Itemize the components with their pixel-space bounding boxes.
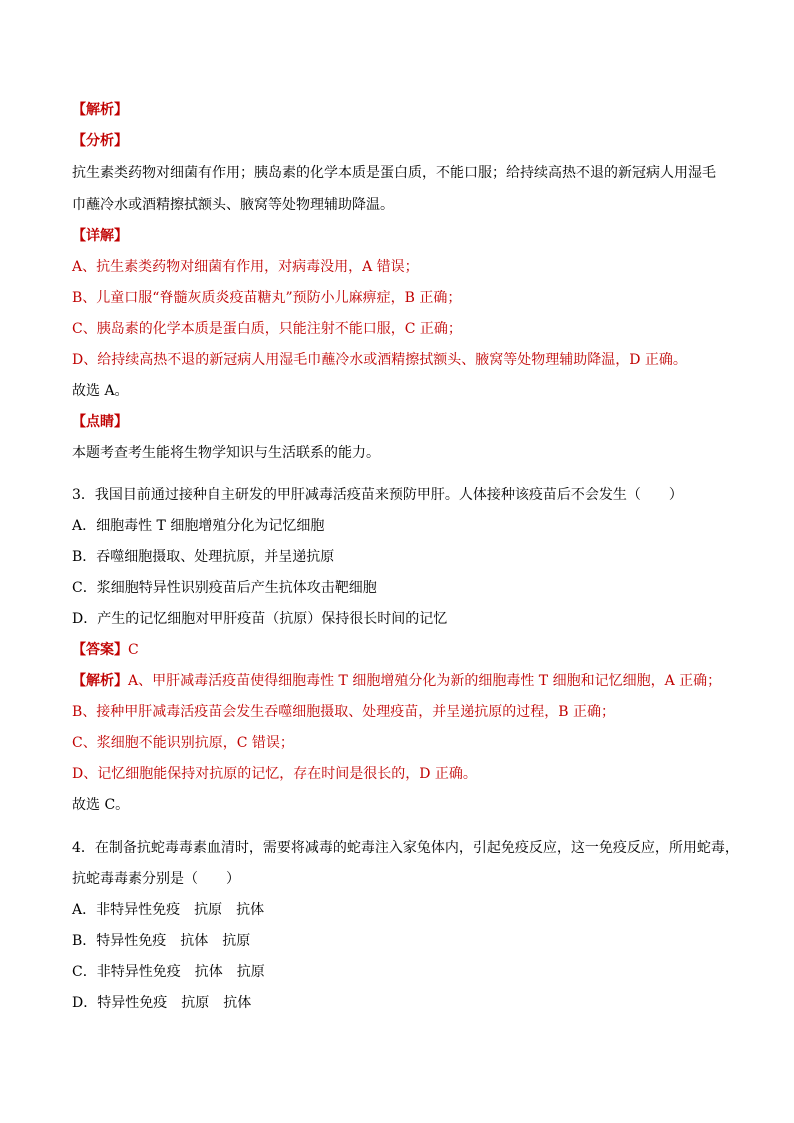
question-4-stem-line-2: 抗蛇毒毒素分别是（ ）: [72, 871, 240, 887]
comment-text: 本题考查考生能将生物学知识与生活联系的能力。: [72, 445, 380, 461]
question-3-explanation-b: B、接种甲肝减毒活疫苗会发生吞噬细胞摄取、处理疫苗，并呈递抗原的过程，B 正确；: [72, 704, 616, 720]
detail-item-d: D、给持续高热不退的新冠病人用湿毛巾蘸冷水或酒精擦拭额头、腋窝等处物理辅助降温，D 正确。: [72, 352, 687, 368]
question-4-stem-line-1: 4．在制备抗蛇毒毒素血清时，需要将减毒的蛇毒注入家兔体内，引起免疫反应，这一免疫反应，所用蛇毒，: [72, 840, 739, 856]
question-3-option-a: A．细胞毒性 T 细胞增殖分化为记忆细胞: [72, 518, 325, 534]
question-3-option-c: C．浆细胞特异性识别疫苗后产生抗体攻击靶细胞: [72, 580, 377, 596]
question-4-option-d: D．特异性免疫 抗原 抗体: [72, 995, 252, 1011]
question-4-option-b: B．特异性免疫 抗体 抗原: [72, 933, 251, 949]
explanation-text: A、甲肝减毒活疫苗使得细胞毒性 T 细胞增殖分化为新的细胞毒性 T 细胞和记忆细胞，A 正确；: [128, 673, 722, 689]
question-3-answer: [72, 640, 734, 660]
answer-value: C: [128, 642, 139, 658]
question-3-explanation-a: [72, 671, 734, 691]
detail-item-c: C、胰岛素的化学本质是蛋白质，只能注射不能口服，C 正确；: [72, 321, 462, 337]
question-3-option-b: B．吞噬细胞摄取、处理抗原，并呈递抗原: [72, 549, 335, 565]
question-3-explanation-c: C、浆细胞不能识别抗原，C 错误；: [72, 735, 294, 751]
section-tag-xiangjie: 【详解】: [72, 228, 128, 244]
detail-item-a: A、抗生素类药物对细菌有作用，对病毒没用，A 错误；: [72, 259, 419, 275]
question-3-stem: 3．我国目前通过接种自主研发的甲肝减毒活疫苗来预防甲肝。人体接种该疫苗后不会发生（ ）: [72, 487, 683, 503]
question-3-choice: 故选 C。: [72, 797, 130, 813]
analysis-text-line-2: 巾蘸冷水或酒精擦拭额头、腋窝等处物理辅助降温。: [72, 197, 394, 213]
answer-tag: 【答案】: [72, 642, 128, 658]
question-3-explanation-d: D、记忆细胞能保持对抗原的记忆，存在时间是很长的，D 正确。: [72, 766, 477, 782]
answer-choice-line: 故选 A。: [72, 383, 129, 399]
detail-item-b: B、儿童口服“脊髓灰质炎疫苗糖丸”预防小儿麻痹症，B 正确；: [72, 290, 462, 306]
explanation-tag: 【解析】: [72, 673, 128, 689]
section-tag-fenxi: 【分析】: [72, 133, 128, 149]
question-4-option-a: A．非特异性免疫 抗原 抗体: [72, 902, 265, 918]
section-tag-dianjing: 【点睛】: [72, 414, 128, 430]
question-3-option-d: D．产生的记忆细胞对甲肝疫苗（抗原）保持很长时间的记忆: [72, 611, 448, 627]
section-tag-jiexi: 【解析】: [72, 102, 128, 118]
analysis-text-line-1: 抗生素类药物对细菌有作用；胰岛素的化学本质是蛋白质，不能口服；给持续高热不退的新冠病人用湿毛: [72, 165, 716, 181]
question-4-option-c: C．非特异性免疫 抗体 抗原: [72, 964, 265, 980]
